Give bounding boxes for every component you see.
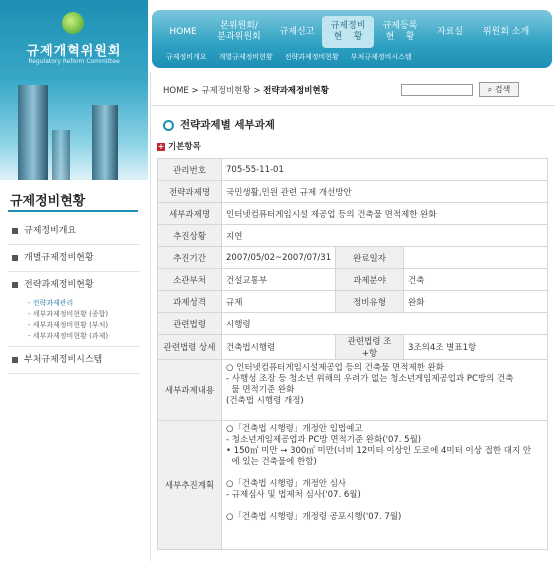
table-row (158, 203, 548, 225)
main-content (150, 72, 555, 561)
breadcrumb-separator: > (253, 86, 264, 96)
nav-submenu (166, 52, 412, 62)
field-label: 세부과제명 (158, 203, 222, 225)
field-value: 국민생활,민원 관련 규제 개선방안 (222, 181, 548, 203)
sidebar-title: 규제정비현황 (10, 194, 86, 209)
field-value: 건축법시행령 (222, 335, 336, 360)
field-value: 규제 (222, 291, 336, 313)
nav-sub-individual[interactable]: 개별규제정비현황 (218, 53, 273, 61)
sidebar-item-ministry-system[interactable] (8, 346, 140, 374)
brand-subtitle: Regulatory Reform Committee (28, 58, 120, 65)
bullet-icon (12, 228, 18, 234)
sidebar-item-strategy[interactable] (8, 272, 140, 298)
content-line: ○ 인터넷컴퓨터게임시설제공업 등의 건축물 면적제한 완화 (226, 363, 444, 373)
table-row (158, 159, 548, 181)
sidebar-divider (8, 210, 138, 212)
plan-line: 에 있는 건축물에 한함) (226, 457, 317, 467)
nav-committee[interactable]: 본위원회/ 분과위원회 (217, 21, 261, 42)
field-label: 소관부처 (158, 269, 222, 291)
header-banner (0, 0, 148, 180)
nav-about[interactable]: 위원회 소개 (482, 26, 530, 37)
breadcrumb-divider (151, 105, 555, 106)
field-value: 2007/05/02~2007/07/31 (222, 247, 336, 269)
plan-line: ○「건축법 시행령」개정안 심사 (226, 479, 347, 489)
search-input[interactable] (401, 84, 473, 96)
sidebar-item-label: 부처규제정비시스템 (24, 355, 103, 365)
breadcrumb-separator: > (191, 86, 202, 96)
table-row (158, 335, 548, 360)
field-value: 건축 (404, 269, 548, 291)
breadcrumb-home[interactable]: HOME (163, 86, 189, 96)
field-label: 관리번호 (158, 159, 222, 181)
plan-line (226, 501, 543, 512)
sidebar-item-individual[interactable] (8, 245, 140, 272)
building-illustration (92, 105, 118, 180)
field-label: 완료일자 (336, 247, 404, 269)
plan-line: - 규제심사 및 법제처 심사('07. 6월) (226, 490, 361, 500)
sidebar-subitem-detail-total[interactable]: - 세부과제정비현황 (종합) (28, 310, 109, 318)
nav-report[interactable]: 규제신고 (279, 26, 315, 37)
sidebar-item-label: 개별규제정비현황 (24, 253, 94, 263)
section-title (157, 140, 201, 152)
field-label: 전략과제명 (158, 181, 222, 203)
plan-line: ○「건축법 시행령」개정령 공포시행('07. 7월) (226, 512, 402, 522)
brand-title[interactable]: 규제개혁위원회 (26, 44, 122, 59)
logo-icon (62, 12, 84, 34)
field-label: 세부과제내용 (158, 360, 222, 421)
bullet-icon (12, 255, 18, 261)
field-value: 건설교통부 (222, 269, 336, 291)
field-label: 정비유형 (336, 291, 404, 313)
plan-line: • 150㎡ 미만 → 300㎡ 미만(너비 12미터 이상인 도로에 4미터 이상 접한 대지 안 (226, 446, 532, 456)
nav-home[interactable]: HOME (169, 26, 197, 37)
field-label: 추진상황 (158, 225, 222, 247)
search-icon: ⌕ (487, 85, 493, 94)
sidebar-menu (8, 218, 140, 374)
plan-line: - 청소년게임제공업과 PC방 면적기준 완화('07. 5월) (226, 435, 422, 445)
sidebar-item-overview[interactable] (8, 218, 140, 245)
search-button[interactable] (479, 82, 519, 97)
nav-sub-ministry[interactable]: 부처규제정비시스템 (350, 53, 412, 61)
page-title (163, 117, 275, 132)
building-illustration (52, 130, 70, 180)
sidebar-item-label: 규제정비개요 (24, 226, 77, 236)
field-label: 관련법령 (158, 313, 222, 335)
nav-sub-strategy[interactable]: 전략과제정비현황 (284, 53, 339, 61)
field-label: 관련법령 조+항 (336, 335, 404, 360)
table-row (158, 291, 548, 313)
field-value: 705-55-11-01 (222, 159, 548, 181)
plan-line: ○「건축법 시행령」개정안 입법예고 (226, 424, 363, 434)
nav-register-status[interactable]: 규제등록 현 황 (382, 21, 418, 42)
field-value: 인터넷컴퓨터게임시설 제공업 등의 건축물 면적제한 완화 (222, 203, 548, 225)
nav-reform-status[interactable]: 규제정비 현 황 (322, 16, 374, 48)
table-row (158, 269, 548, 291)
table-row (158, 421, 548, 550)
breadcrumb-current: 전략과제정비현황 (263, 86, 329, 96)
field-value: 시행령 (222, 313, 548, 335)
field-value: 완화 (404, 291, 548, 313)
table-row (158, 181, 548, 203)
table-row (158, 360, 548, 421)
content-line: 물 면적기준 완화 (226, 385, 295, 395)
table-row (158, 247, 548, 269)
field-label: 관련법령 상세 (158, 335, 222, 360)
title-circle-icon (163, 120, 174, 131)
field-value: 지연 (222, 225, 548, 247)
nav-sub-overview[interactable]: 규제정비개요 (166, 53, 207, 61)
field-value: 3조의4조 별표1항 (404, 335, 548, 360)
sidebar-subitem-detail-ministry[interactable]: - 세부과제정비현황 (부처) (28, 321, 109, 329)
section-title-text: 기본항목 (168, 142, 201, 152)
breadcrumb-level1[interactable]: 규제정비현황 (201, 86, 251, 96)
breadcrumb (163, 84, 329, 96)
field-value (222, 421, 548, 550)
bullet-icon (12, 357, 18, 363)
sidebar-subitem-strategy-manage[interactable]: - 전략과제관리 (28, 299, 74, 307)
bullet-icon (12, 282, 18, 288)
field-label: 세부추진계획 (158, 421, 222, 550)
left-column (0, 0, 148, 561)
field-value (404, 247, 548, 269)
detail-table (157, 158, 548, 550)
sidebar-subitem-detail-task[interactable]: - 세부과제정비현황 (과제) (28, 332, 109, 340)
nav-archive[interactable]: 자료실 (436, 26, 464, 37)
content-line: (건축법 시행령 개정) (226, 396, 304, 406)
field-value (222, 360, 548, 421)
sidebar-item-label: 전략과제정비현황 (24, 280, 94, 290)
table-row (158, 225, 548, 247)
top-navigation (152, 10, 552, 68)
content-line: - 사행성 조장 등 청소년 위해의 우려가 없는 청소년게임제공업과 PC방의 건축 (226, 374, 514, 384)
plus-icon: + (157, 142, 165, 151)
field-label: 추진기간 (158, 247, 222, 269)
plan-line (226, 468, 543, 479)
building-illustration (18, 85, 48, 180)
nav-main (160, 16, 548, 48)
table-row (158, 313, 548, 335)
search-button-label: 검색 (494, 85, 511, 94)
page-title-text: 전략과제별 세부과제 (180, 119, 275, 131)
field-label: 과제성격 (158, 291, 222, 313)
field-label: 과제분야 (336, 269, 404, 291)
